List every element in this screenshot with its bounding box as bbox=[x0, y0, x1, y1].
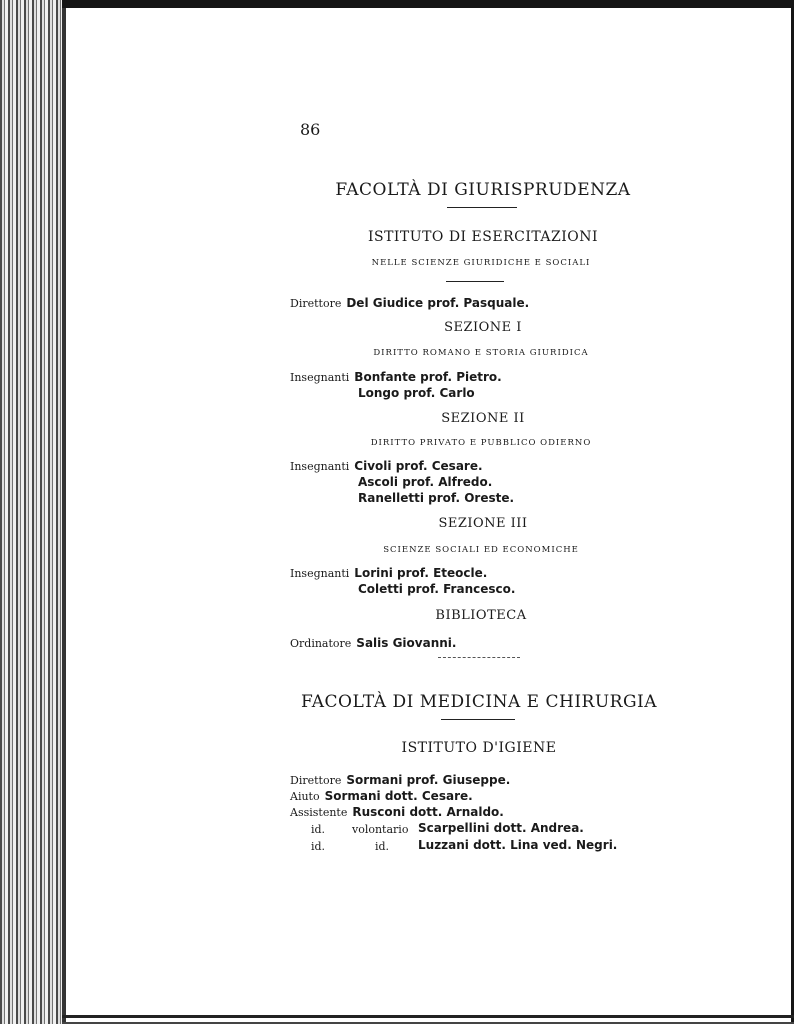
staff-name: Rusconi dott. Arnaldo. bbox=[352, 805, 504, 819]
staff-row bbox=[290, 773, 510, 787]
sezione-2-heading: SEZIONE II bbox=[441, 411, 525, 426]
page-number: 86 bbox=[300, 120, 321, 139]
id-abbrev: id. bbox=[375, 840, 390, 853]
teacher-name: Ascoli prof. Alfredo. bbox=[358, 475, 493, 489]
institute-title: ISTITUTO DI ESERCITAZIONI bbox=[367, 229, 599, 245]
id-abbrev: id. bbox=[311, 823, 326, 836]
sezione-1-subheading: DIRITTO ROMANO E STORIA GIURIDICA bbox=[373, 348, 589, 358]
faculty-title-law: FACOLTÀ DI GIURISPRUDENZA bbox=[335, 180, 631, 200]
staff-row bbox=[290, 789, 473, 803]
role-volunteer: volontario bbox=[352, 823, 409, 836]
teacher-name: Lorini prof. Eteocle. bbox=[354, 566, 488, 580]
sezione-3-heading: SEZIONE III bbox=[438, 516, 528, 531]
sezione-2-teachers bbox=[290, 459, 483, 473]
sezione-3-subheading: SCIENZE SOCIALI ED ECONOMICHE bbox=[383, 545, 579, 555]
title-rule bbox=[447, 207, 517, 208]
library-line bbox=[290, 636, 456, 650]
teacher-name: Bonfante prof. Pietro. bbox=[354, 370, 502, 384]
director-name: Del Giudice prof. Pasquale. bbox=[346, 296, 530, 310]
teacher-name: Coletti prof. Francesco. bbox=[358, 582, 516, 596]
faculty-title-medicine: FACOLTÀ DI MEDICINA E CHIRURGIA bbox=[300, 692, 658, 712]
section-end-rule bbox=[438, 657, 520, 658]
teacher-name: Longo prof. Carlo bbox=[358, 386, 475, 400]
staff-name: Sormani dott. Cesare. bbox=[324, 789, 473, 803]
staff-name: Luzzani dott. Lina ved. Negri. bbox=[418, 838, 618, 852]
id-abbrev: id. bbox=[311, 840, 326, 853]
teacher-name: Civoli prof. Cesare. bbox=[354, 459, 483, 473]
director-line bbox=[290, 296, 529, 310]
sezione-1-teachers bbox=[290, 370, 502, 384]
staff-name: Scarpellini dott. Andrea. bbox=[418, 821, 584, 835]
library-name: Salis Giovanni. bbox=[356, 636, 457, 650]
title-rule bbox=[441, 719, 515, 720]
scan-top-edge bbox=[62, 0, 794, 8]
teachers-role: Insegnanti bbox=[290, 567, 350, 580]
teacher-name: Ranelletti prof. Oreste. bbox=[358, 491, 515, 505]
hygiene-institute-title: ISTITUTO D'IGIENE bbox=[401, 740, 557, 756]
book-binding-edge bbox=[0, 0, 62, 1024]
staff-row bbox=[290, 805, 504, 819]
teachers-role: Insegnanti bbox=[290, 460, 350, 473]
staff-name: Sormani prof. Giuseppe. bbox=[346, 773, 511, 787]
staff-role: Aiuto bbox=[290, 790, 320, 803]
library-role: Ordinatore bbox=[290, 637, 352, 650]
sezione-1-heading: SEZIONE I bbox=[444, 320, 522, 335]
scan-bottom-edge bbox=[62, 1015, 794, 1018]
teachers-role: Insegnanti bbox=[290, 371, 350, 384]
sezione-2-subheading: DIRITTO PRIVATO E PUBBLICO ODIERNO bbox=[370, 438, 592, 448]
staff-role: Assistente bbox=[290, 806, 348, 819]
director-role: Direttore bbox=[290, 297, 342, 310]
library-heading: BIBLIOTECA bbox=[435, 608, 527, 623]
institute-rule bbox=[446, 281, 504, 282]
institute-subtitle: NELLE SCIENZE GIURIDICHE E SOCIALI bbox=[371, 258, 591, 268]
staff-role: Direttore bbox=[290, 774, 342, 787]
sezione-3-teachers bbox=[290, 566, 487, 580]
